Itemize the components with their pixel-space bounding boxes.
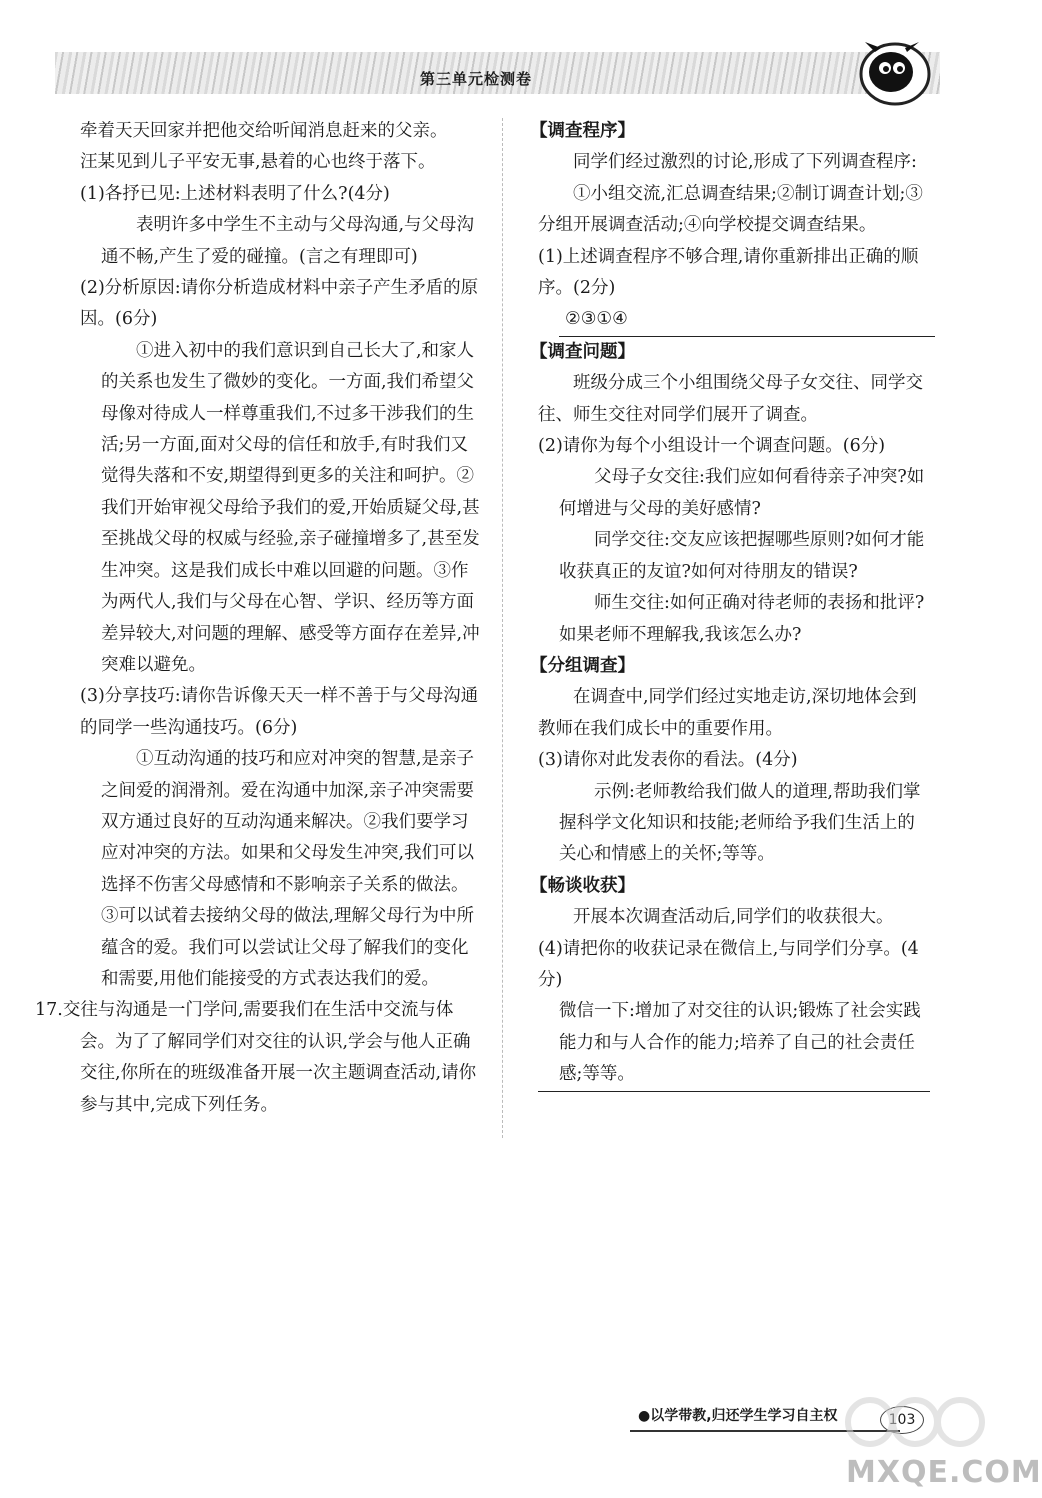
question-2: (2)分析原因:请你分析造成材料中亲子产生矛盾的原因。(6分) (80, 278, 479, 330)
question-r1: (1)上述调查程序不够合理,请你重新排出正确的顺序。(2分) (538, 246, 919, 299)
procedure-text: 同学们经过激烈的讨论,形成了下列调查程序: (573, 152, 917, 173)
page-number: 103 (880, 1406, 924, 1434)
harvest-text: 开展本次调查活动后,同学们的收获很大。 (573, 907, 894, 928)
section-harvest: 【畅谈收获】 (530, 875, 635, 896)
section-group-survey: 【分组调查】 (530, 655, 635, 676)
question-1: (1)各抒已见:上述材料表明了什么?(4分) (80, 183, 390, 204)
questions-text: 班级分成三个小组围绕父母子女交往、同学交往、师生交往对同学们展开了调查。 (538, 373, 923, 425)
answer-r1: ②③①④ (559, 304, 935, 336)
left-column (35, 116, 480, 1121)
procedure-steps: ①小组交流,汇总调查结果;②制订调查计划;③分组开展调查活动;④向学校提交调查结果。 (538, 183, 923, 236)
wechat-text: 增加了对交往的认识;锻炼了社会实践能力和与人合作的能力;培养了自己的社会责任感;等等。 (559, 1001, 921, 1085)
section-survey-procedure: 【调查程序】 (530, 121, 635, 141)
footer-slogan: ●以学带教,归还学生学习自主权 (638, 1408, 838, 1424)
wechat-label: 微信一下: (559, 1001, 635, 1022)
question-17: 17.交往与沟通是一门学问,需要我们在生活中交流与体会。为了了解同学们对交往的认识,学会与他人正确交往,你所在的班级准备开展一次主题调查活动,请你参与其中,完成下列任务。 (35, 1000, 477, 1115)
answer-2: ①进入初中的我们意识到自己长大了,和家人的关系也发生了微妙的变化。一方面,我们希望父母像对待成人一样尊重我们,不过多干涉我们的生活;另一方面,面对父母的信任和放手,有时我们又觉得失落和不安,期望得到更多的关注和呵护。②我们开始审视父母给予我们的爱,开始质疑父母,甚至挑战父母的权威与经验,亲子碰撞增多了,甚至发生冲突。这是我们成长中难以回避的问题。③作为两代人,我们与父母在心智、学识、经历等方面差异较大,对问题的理解、感受等方面存在差异,冲突难以避免。 (101, 340, 480, 675)
page-header-title: 第三单元检测卷 (420, 70, 533, 88)
right-column (530, 116, 930, 1092)
answer-r2-teachers: 师生交往:如何正确对待老师的表扬和批评?如果老师不理解我,我该怎么办? (559, 593, 925, 645)
question-r3: (3)请你对此发表你的看法。(4分) (538, 750, 798, 771)
column-divider (502, 118, 503, 1138)
group-survey-text: 在调查中,同学们经过实地走访,深切地体会到教师在我们成长中的重要作用。 (538, 687, 917, 739)
section-survey-questions: 【调查问题】 (530, 341, 635, 362)
question-r4: (4)请把你的收获记录在微信上,与同学们分享。(4分) (538, 938, 919, 990)
question-r2: (2)请你为每个小组设计一个调查问题。(6分) (538, 436, 886, 457)
wechat-answer (538, 996, 930, 1091)
watermark-text: MXQE.COM (846, 1455, 1042, 1490)
answer-3: ①互动沟通的技巧和应对冲突的智慧,是亲子之间爱的润滑剂。爱在沟通中加深,亲子冲突需要双方通过良好的互动沟通来解决。②我们要学习应对冲突的方法。如果和父母发生冲突,我们可以选择不伤害父母感情和不影响亲子关系的做法。③可以试着去接纳父母的做法,理解父母行为中所蕴含的爱。我们可以尝试让父母了解我们的变化和需要,用他们能接受的方式表达我们的爱。 (101, 749, 475, 989)
answer-r2-classmates: 同学交往:交友应该把握哪些原则?如何才能收获真正的友谊?如何对待朋友的错误? (559, 530, 925, 582)
answer-r2-parents: 父母子女交往:我们应如何看待亲子冲突?如何增进与父母的美好感情? (559, 467, 925, 519)
question-3: (3)分享技巧:请你告诉像天天一样不善于与父母沟通的同学一些沟通技巧。(6分) (80, 686, 479, 738)
intro-line-2: 汪某见到儿子平安无事,悬着的心也终于落下。 (80, 152, 436, 173)
answer-1: 表明许多中学生不主动与父母沟通,与父母沟通不畅,产生了爱的碰撞。(言之有理即可) (101, 215, 475, 267)
answer-r3: 示例:老师教给我们做人的道理,帮助我们掌握科学文化知识和技能;老师给予我们生活上的关心和情感上的关怀;等等。 (559, 781, 921, 865)
mascot-logo (855, 38, 933, 108)
intro-line-1: 牵着天天回家并把他交给听闻消息赶来的父亲。 (80, 121, 448, 141)
